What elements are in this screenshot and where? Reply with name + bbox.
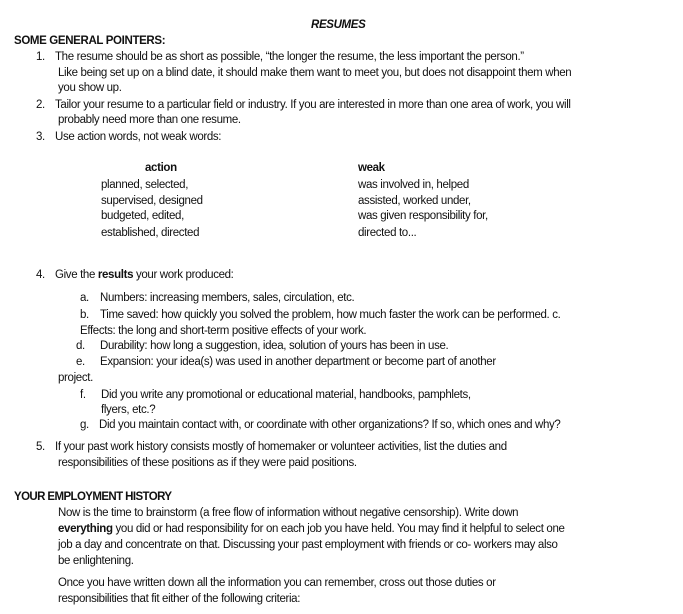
weak-header: weak xyxy=(358,162,385,174)
sub-item-letter: d. xyxy=(76,340,85,352)
sub-item-text: Durability: how long a suggestion, idea, solution of yours has been in use. xyxy=(100,340,449,352)
weak-word-row: was given responsibility for, xyxy=(358,210,488,222)
paragraph-line: responsibilities that fit either of the following criteria: xyxy=(58,593,301,605)
paragraph-line: be enlightening. xyxy=(58,555,134,567)
item-text: Use action words, not weak words: xyxy=(55,131,222,143)
sub-item-letter: b. xyxy=(80,309,89,321)
paragraph-line xyxy=(58,522,565,536)
item-text: The resume should be as short as possible, “the longer the resume, the less important the person.” xyxy=(55,51,524,63)
sub-item-letter: a. xyxy=(80,292,89,304)
item-text: probably need more than one resume. xyxy=(58,114,241,126)
item-text: Tailor your resume to a particular field or industry. If you are interested in more than one area of work, you will xyxy=(55,99,571,111)
sub-item-text: flyers, etc.? xyxy=(101,404,156,416)
item-number: 2. xyxy=(36,99,45,111)
sub-item-text: Expansion: your idea(s) was used in another department or become part of another xyxy=(100,356,496,368)
item-text: responsibilities of these positions as if they were paid positions. xyxy=(58,457,357,469)
sub-item-letter: g. xyxy=(80,419,89,431)
bold-text: everything xyxy=(58,523,113,535)
paragraph-line: job a day and concentrate on that. Discussing your past employment with friends or co- workers may also xyxy=(58,539,558,551)
sub-item-text: Did you maintain contact with, or coordinate with other organizations? If so, which ones and why? xyxy=(99,419,561,431)
bold-text: results xyxy=(97,269,134,281)
weak-word-row: was involved in, helped xyxy=(358,179,469,191)
item-number: 1. xyxy=(36,51,45,63)
action-word-row: supervised, designed xyxy=(101,195,203,207)
section-heading-general-pointers: SOME GENERAL POINTERS: xyxy=(14,35,166,47)
item-text: If your past work history consists mostly of homemaker or volunteer activities, list the duties and xyxy=(55,441,507,453)
sub-item-text: Effects: the long and short-term positive effects of your work. xyxy=(80,325,367,337)
item-number: 5. xyxy=(36,441,45,453)
action-header: action xyxy=(145,162,177,174)
page-title: RESUMES xyxy=(311,19,366,31)
item-text: you show up. xyxy=(58,82,122,94)
sub-item-text: Time saved: how quickly you solved the problem, how much faster the work can be performed. c. xyxy=(100,309,561,321)
sub-item-text: Did you write any promotional or educational material, handbooks, pamphlets, xyxy=(101,389,471,401)
text-run: your work produced: xyxy=(133,269,234,281)
item-number: 3. xyxy=(36,131,45,143)
item-text xyxy=(55,268,234,282)
weak-word-row: assisted, worked under, xyxy=(358,195,471,207)
paragraph-line: Now is the time to brainstorm (a free flow of information without negative censorship). Write down xyxy=(58,507,519,519)
action-word-row: established, directed xyxy=(101,227,200,239)
sub-item-letter: e. xyxy=(76,356,85,368)
text-run: you did or had responsibility for on each job you have held. You may find it helpful to select one xyxy=(112,523,565,535)
text-run: Give the xyxy=(55,269,98,281)
item-text: Like being set up on a blind date, it should make them want to meet you, but does not disappoint them when xyxy=(58,67,572,79)
sub-item-letter: f. xyxy=(80,389,86,401)
item-number: 4. xyxy=(36,269,45,281)
weak-word-row: directed to... xyxy=(358,227,417,239)
sub-item-text: Numbers: increasing members, sales, circulation, etc. xyxy=(100,292,355,304)
paragraph-line: Once you have written down all the information you can remember, cross out those duties or xyxy=(58,577,496,589)
sub-item-text: project. xyxy=(58,372,93,384)
action-word-row: planned, selected, xyxy=(101,179,189,191)
action-word-row: budgeted, edited, xyxy=(101,210,184,222)
section-heading-employment-history: YOUR EMPLOYMENT HISTORY xyxy=(14,491,172,503)
